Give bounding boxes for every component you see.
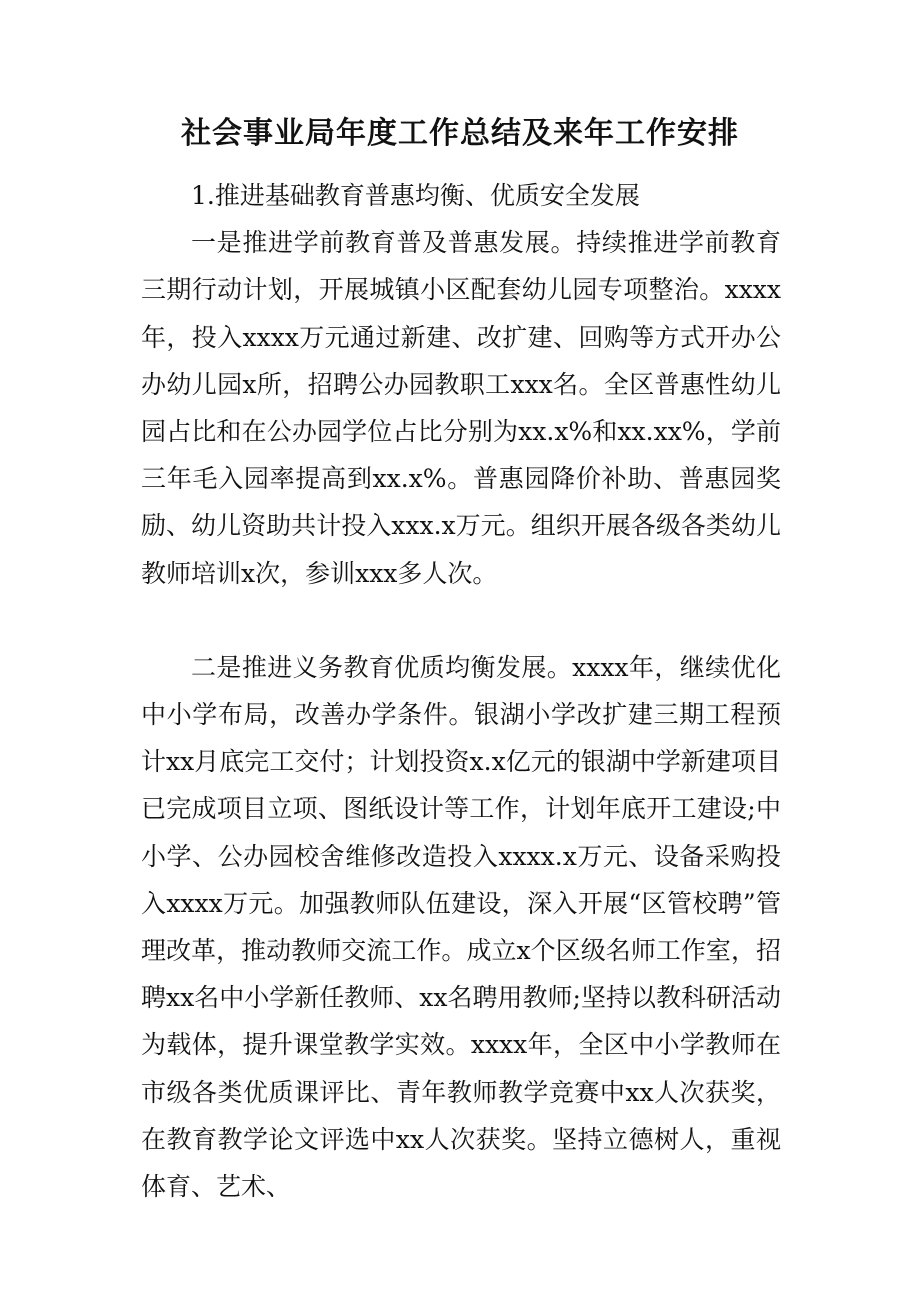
document-body [141, 172, 781, 1210]
document-title: 社会事业局年度工作总结及来年工作安排 [181, 116, 739, 151]
paragraph-preschool: 一是推进学前教育普及普惠发展。持续推进学前教育三期行动计划，开展城镇小区配套幼儿园专项整治。xxxx年，投入xxxx万元通过新建、改扩建、回购等方式开办公办幼儿园x所，招聘公办园教职工xxx名。全区普惠性幼儿园占比和在公办园学位占比分别为xx.x%和xx.xx%，学前三年毛入园率提高到xx.x%。普惠园降价补助、普惠园奖励、幼儿资助共计投入xxx.x万元。组织开展各级各类幼儿教师培训x次，参训xxx多人次。 [141, 228, 781, 588]
section-heading: 1.推进基础教育普惠均衡、优质安全发展 [191, 181, 640, 210]
paragraph-compulsory: 二是推进义务教育优质均衡发展。xxxx年，继续优化中小学布局，改善办学条件。银湖小学改扩建三期工程预计xx月底完工交付；计划投资x.x亿元的银湖中学新建项目已完成项目立项、图纸设计等工作，计划年底开工建设;中小学、公办园校舍维修改造投入xxxx.x万元、设备采购投入xxxx万元。加强教师队伍建设，深入开展“区管校聘”管理改革，推动教师交流工作。成立x个区级名师工作室，招聘xx名中小学新任教师、xx名聘用教师;坚持以教科研活动为载体，提升课堂教学实效。xxxx年，全区中小学教师在市级各类优质课评比、青年教师教学竞赛中xx人次获奖，在教育教学论文评选中xx人次获奖。坚持立德树人，重视体育、艺术、 [141, 652, 781, 1202]
